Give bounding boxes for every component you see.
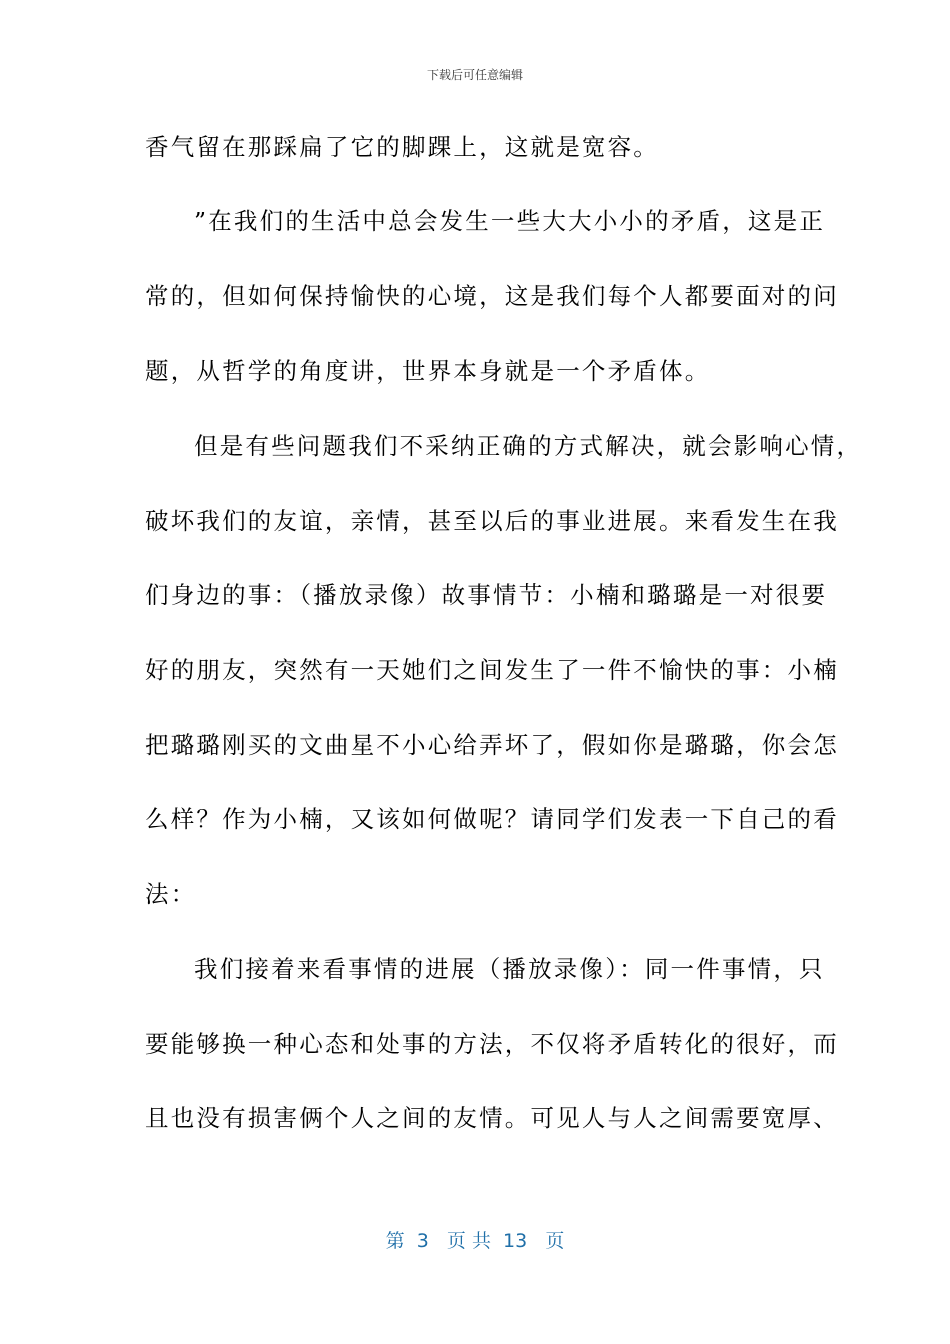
text-line-2: ”在我们的生活中总会发生一些大大小小的矛盾，这是正 (194, 207, 826, 235)
text-line-5: 但是有些问题我们不采纳正确的方式解决，就会影响心情， (194, 432, 863, 460)
text-line-10: 么样？作为小楠，又该如何做呢？请同学们发表一下自己的看 (145, 805, 839, 833)
page-number-footer: 第 3 页 共 13 页 (385, 1230, 565, 1252)
text-line-12: 我们接着来看事情的进展（播放录像）：同一件事情，只 (194, 955, 825, 983)
text-line-4: 题，从哲学的角度讲，世界本身就是一个矛盾体。 (145, 357, 711, 385)
text-line-11: 法： (145, 880, 197, 908)
text-line-3: 常的，但如何保持愉快的心境，这是我们每个人都要面对的问 (145, 282, 839, 310)
text-line-13: 要能够换一种心态和处事的方法，不仅将矛盾转化的很好，而 (145, 1030, 839, 1058)
text-line-8: 好的朋友，突然有一天她们之间发生了一件不愉快的事：小楠 (145, 656, 839, 684)
page-header-note: 下载后可任意编辑 (426, 68, 523, 82)
text-line-9: 把璐璐刚买的文曲星不小心给弄坏了，假如你是璐璐，你会怎 (145, 731, 839, 759)
text-line-14: 且也没有损害俩个人之间的友情。可见人与人之间需要宽厚、 (145, 1104, 839, 1132)
text-line-1: 香气留在那踩扁了它的脚踝上，这就是宽容。 (145, 133, 659, 161)
text-line-6: 破坏我们的友谊，亲情，甚至以后的事业进展。来看发生在我 (145, 507, 839, 535)
text-line-7: 们身边的事：（播放录像）故事情节：小楠和璐璐是一对很要 (145, 581, 828, 609)
